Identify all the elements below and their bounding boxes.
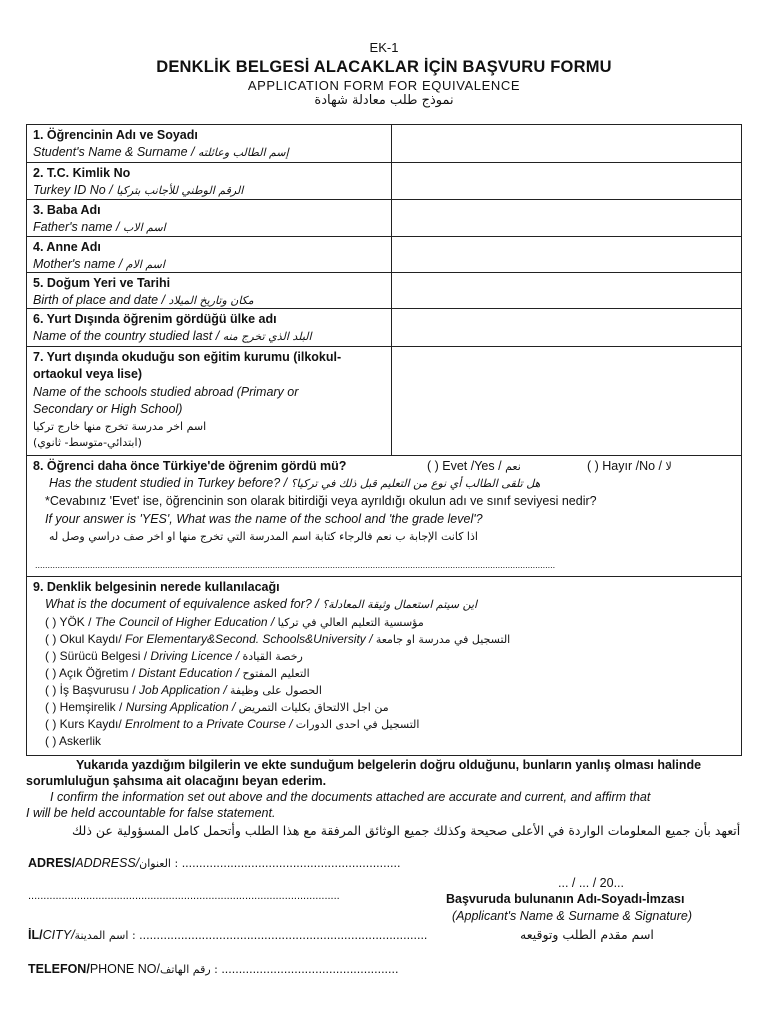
question-9-label: 9. Denklik belgesinin nerede kullanılacağı [33,580,280,594]
option-driving-licence[interactable] [45,648,303,665]
father-name-input[interactable] [393,200,741,236]
option-tr: ( ) Okul Kaydı/ [45,632,122,646]
option-ar: رخصة القيادة [242,650,303,663]
option-ar: مؤسسية التعليم العالي في تركيا [277,616,424,629]
field-label-en [33,328,312,345]
no-option-ar: لا [665,460,672,473]
field-en-text: Name of the schools studied abroad (Primary or [33,385,299,399]
question-8-note-en: If your answer is 'YES', What was the name of the school and 'the grade level'? [45,512,483,526]
field-ar-text: إسم الطالب وعائلته [197,146,289,159]
option-nursing[interactable] [45,699,389,716]
field-ar-text: مكان وتاريخ الميلاد [168,294,254,307]
field-ar-text: اسم اخر مدرسة تخرج منها خارج تركيا [33,420,207,433]
question-9-en [45,596,477,613]
option-ar: من اجل الالتحاق بكليات التمريض [238,701,389,714]
row-father-name [27,200,741,237]
row-student-name [27,125,741,163]
signature-label-en: (Applicant's Name & Surname & Signature) [452,909,692,923]
yes-option-label: ( ) Evet /Yes / [427,459,502,473]
field-ar-text: البلد الذي تخرج منه [222,330,312,343]
birth-input[interactable] [393,273,741,308]
option-tr: ( ) YÖK / [45,615,92,629]
field-en-text: Student's Name & Surname / [33,145,195,159]
phone-dots: ................................................... [221,962,399,976]
field-en-text: Turkey ID No / [33,183,113,197]
field-label-country: 6. Yurt Dışında öğrenim gördüğü ülke adı [33,312,277,326]
address-dots: ............................................................... [181,856,401,870]
question-8-label: 8. Öğrenci daha önce Türkiye'de öğrenim gördü mü? [33,459,347,473]
option-en: Enrolment to a Private Course / [125,717,293,731]
field-label-student-name: 1. Öğrencinin Adı ve Soyadı [33,128,198,142]
row-question-8 [27,456,741,577]
field-ar-text-cont: (ابتدائي-متوسط- ثانوي) [33,436,142,449]
field-label-id-no: 2. T.C. Kimlik No [33,166,131,180]
field-label-birth: 5. Doğum Yeri ve Tarihi [33,276,171,290]
option-ar: التسجيل في احدى الدورات [295,718,420,731]
option-tr: ( ) Sürücü Belgesi / [45,649,148,663]
signature-label-ar: اسم مقدم الطلب وتوقيعه [520,927,654,942]
option-yok[interactable] [45,614,424,631]
option-ar: التعليم المفتوح [242,667,310,680]
field-en-text: Mother's name / [33,257,123,271]
column-divider [391,309,392,346]
declaration-ar: أتعهد بأن جميع المعلومات الواردة في الأعلى صحيحة وكذلك جميع الوثائق المرفقة مع هذا الطلب وأتحمل كامل المسؤولية عن ذلك [72,823,741,838]
question-8-note-ar: اذا كانت الإجابة ب نعم فالرجاء كتابة اسم المدرسة التي تخرج منها او اخر صف دراسي وصل له [49,530,478,543]
mother-name-input[interactable] [393,237,741,272]
city-label: İL/ [28,928,43,942]
option-tr: ( ) İş Başvurusu / [45,683,136,697]
address-label: ADRES/ [28,856,76,870]
country-input[interactable] [393,309,741,346]
option-military[interactable] [45,733,101,749]
row-question-9 [27,577,741,755]
column-divider [391,347,392,455]
declaration-en-2: I will be held accountable for false statement. [26,806,276,820]
field-label-en [33,219,166,236]
arabic-title: نموذج طلب معادلة شهادة [314,93,454,108]
question-8-answer-line[interactable]: ................................................................................................................................................................................................................ [35,560,556,570]
option-distant-education[interactable] [45,665,310,682]
last-school-input[interactable] [393,347,741,455]
phone-field[interactable] [28,962,398,976]
field-label-last-school: 7. Yurt dışında okuduğu son eğitim kurumu (ilkokul- [33,350,342,364]
row-birth [27,273,741,309]
city-dots: ................................................................................... [139,928,428,942]
date-field[interactable]: ... / ... / 20... [558,876,624,890]
phone-label: TELEFON/ [28,962,90,976]
id-no-input[interactable] [393,163,741,199]
option-ar: التسجيل في مدرسة او جامعة [375,633,511,646]
phone-label-ar: رقم الهاتف : [159,963,218,976]
column-divider [391,273,392,308]
option-tr: ( ) Askerlik [45,734,102,748]
field-label-en [33,256,165,273]
phone-label-en: PHONE NO/ [89,962,160,976]
option-course[interactable] [45,716,419,733]
column-divider [391,237,392,272]
page-subtitle: APPLICATION FORM FOR EQUIVALENCE [247,78,521,93]
field-ar-text: اسم الام [125,258,165,271]
option-tr: ( ) Açık Öğretim / [45,666,136,680]
field-en-text: Father's name / [33,220,120,234]
declaration-tr-2: sorumluluğun şahsıma ait olacağını beyan ederim. [26,774,327,788]
option-en: Driving Licence / [150,649,240,663]
option-en: Distant Education / [138,666,240,680]
option-job-application[interactable] [45,682,322,699]
option-ar: الحصول على وظيفة [230,684,322,697]
yes-option[interactable] [427,458,521,475]
option-tr: ( ) Hemşirelik / [45,700,123,714]
column-divider [391,163,392,199]
page-title: DENKLİK BELGESİ ALACAKLAR İÇİN BAŞVURU FORMU [156,58,612,76]
question-8-ar-text: هل تلقى الطالب أي نوع من التعليم قبل ذلك في تركيا؟ [290,477,541,490]
no-option-label: ( ) Hayır /No / [587,459,663,473]
student-name-input[interactable] [393,125,741,162]
row-last-school [27,347,741,456]
field-label-en [33,144,289,161]
city-field[interactable] [28,928,427,942]
field-en-text: Name of the country studied last / [33,329,220,343]
option-tr: ( ) Kurs Kaydı/ [45,717,122,731]
address-field[interactable] [28,856,400,870]
question-8-en [49,475,540,492]
column-divider [391,200,392,236]
signature-label-tr: Başvuruda bulunanın Adı-Soyadı-İmzası [446,892,685,906]
field-label-last-school-cont: ortaokul veya lise) [33,367,143,381]
address-line-2[interactable]: ...................................................................................................... [28,890,340,902]
question-8-en-text: Has the student studied in Turkey before? / [49,476,288,490]
column-divider [391,125,392,162]
row-mother-name [27,237,741,273]
form-code: EK-1 [369,40,399,55]
declaration-tr-1: Yukarıda yazdığım bilgilerin ve ekte sunduğum belgelerin doğru olduğunu, bunların yanlış olması halinde [76,758,702,772]
option-en: Job Application / [139,683,227,697]
option-en: The Council of Higher Education / [94,615,275,629]
field-label-father-name: 3. Baba Adı [33,203,101,217]
field-ar-text: اسم الاب [122,221,166,234]
declaration-en-1: I confirm the information set out above and the documents attached are accurate and current, and affirm that [50,790,651,804]
city-label-en: CITY/ [42,928,75,942]
address-label-en: ADDRESS/ [75,856,140,870]
yes-option-ar: نعم [505,460,521,473]
option-en: Nursing Application / [125,700,236,714]
field-en-text-cont: Secondary or High School) [33,402,183,416]
no-option[interactable] [587,458,672,475]
question-8-note-tr: *Cevabınız 'Evet' ise, öğrencinin son olarak bitirdiği veya ayrıldığı okulun adı ve sınıf seviyesi nedir? [45,494,597,508]
field-en-text: Birth of place and date / [33,293,166,307]
question-9-en-text: What is the document of equivalence asked for? / [45,597,319,611]
field-label-en [33,182,243,199]
option-school-registration[interactable] [45,631,510,648]
city-label-ar: اسم المدينة : [74,929,136,942]
field-ar-text: الرقم الوطني للأجانب بتركيا [116,184,244,197]
address-label-ar: العنوان : [139,857,179,870]
option-en: For Elementary&Second. Schools&University / [125,632,373,646]
question-9-ar-text: اين سيتم استعمال وثيقة المعادلة؟ [322,598,478,611]
field-label-en [33,292,254,309]
row-id-no [27,163,741,200]
application-form-table [26,124,742,756]
row-country [27,309,741,347]
field-label-mother-name: 4. Anne Adı [33,240,101,254]
